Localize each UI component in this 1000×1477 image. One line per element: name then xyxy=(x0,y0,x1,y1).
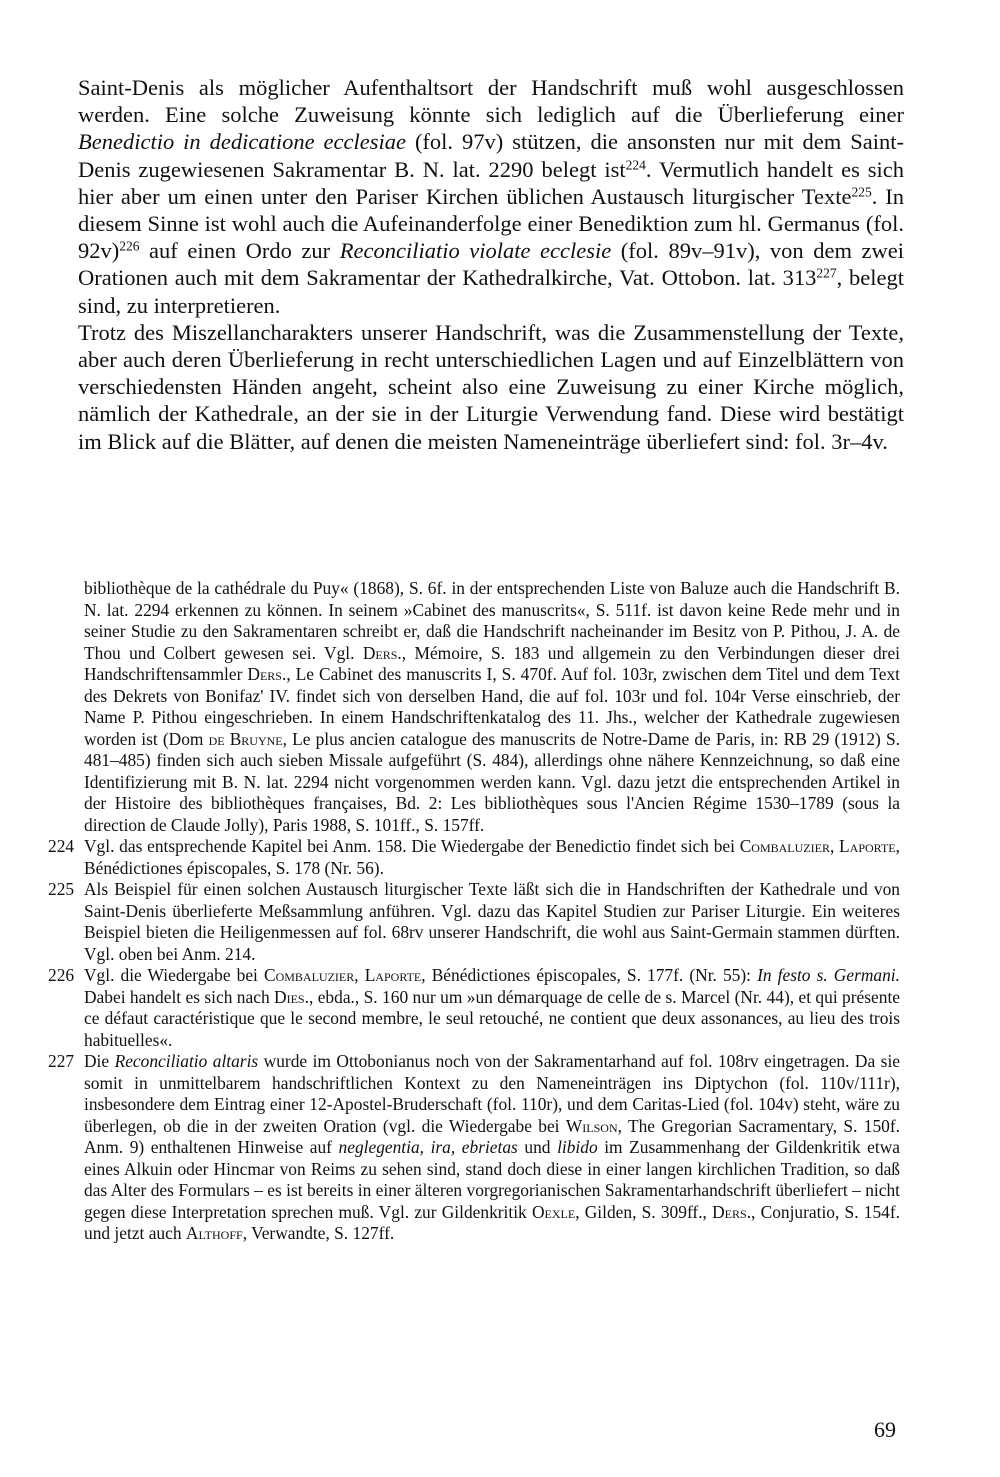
paragraph-2: Trotz des Miszellancharakters unserer Handschrift, was die Zusammenstellung der Texte, aber auch deren Überlieferung in recht unterschiedlichen Lagen und auf Einzelblättern von verschiedensten Händen angeht, scheint also eine Zuweisung zu einer Kirche möglich, nämlich der Kathedrale, an der sie in der Liturgie Verwendung fand. Diese wird bestätigt im Blick auf die Blätter, auf denen die meisten Nameneinträge überliefert sind: fol. 3r–4v. xyxy=(78,319,904,454)
footnote-continuation: bibliothèque de la cathédrale du Puy« (1868), S. 6f. in der entsprechenden Liste von Baluze auch die Handschrift B. N. lat. 2294 erkennen zu können. In seinem »Cabinet des manuscrits«, S. 511f. ist davon keine Rede mehr und in seiner Studie zu den Sakramentaren schreibt er, daß die Handschrift nacheinander im Besitz von P. Pithou, J. A. de Thou und Colbert gewesen sei. Vgl. Ders., Mémoire, S. 183 und allgemein zu den Verbindungen dieser drei Handschriftensammler Ders., Le Cabinet des manuscrits I, S. 470f. Auf fol. 103r, zwischen dem Titel und dem Text des Dekrets von Bonifaz' IV. findet sich von derselben Hand, die auf fol. 103r und fol. 104r Verse einschrieb, der Name P. Pithou eingeschrieben. In einem Handschriftenkatalog des 11. Jhs., welcher der Kathedrale zugewiesen worden ist (Dom de Bruyne, Le plus ancien catalogue des manuscrits de Notre-Dame de Paris, in: RB 29 (1912) S. 481–485) finden sich auch sieben Missale aufgeführt (S. 484), allerdings ohne nähere Kennzeichnung, so daß eine Identifizierung mit B. N. lat. 2294 nicht vorgenommen werden kann. Vgl. dazu jetzt die entsprechenden Artikel in der Histoire des bibliothèques françaises, Bd. 2: Les bibliothèques sous l'Ancien Régime 1530–1789 (sous la direction de Claude Jolly), Paris 1988, S. 101ff., S. 157ff. xyxy=(84,578,901,835)
footnote-number: 227 xyxy=(48,1051,75,1071)
footnotes xyxy=(48,578,900,1245)
footnote-226: 226 Vgl. die Wiedergabe bei Combaluzier, Laporte, Bénédictiones épiscopales, S. 177f. (Nr. 55): In festo s. Germani. Dabei handelt es sich nach Dies., ebda., S. 160 nur um »un démarquage de celle de s. Marcel (Nr. 44), et qui présente ce défaut caractéristique que le second membre, le seul retouché, ne contient que deux assonances, au lieu des trois habituelles«. xyxy=(48,965,900,1050)
footnote-ref-224[interactable]: 224 xyxy=(625,157,646,173)
footnote-number: 225 xyxy=(48,879,75,899)
footnote-227: 227 Die Reconciliatio altaris wurde im Ottobonianus noch von der Sakramentarhand auf fol. 108rv eingetragen. Da sie somit in unmittelbarem handschriftlichen Kontext zu den Nameneinträgen ins Diptychon (fol. 110v/111r), insbesondere dem Eintrag einer 12-Apostel-Bruderschaft (fol. 110r), und dem Caritas-Lied (fol. 104v) steht, wäre zu überlegen, ob die in der zweiten Oration (vgl. die Wiedergabe bei Wilson, The Gregorian Sacramentary, S. 150f. Anm. 9) enthaltenen Hinweise auf neglegentia, ira, ebrietas und libido im Zusammenhang der Gildenkritik etwa eines Alkuin oder Hincmar von Reims zu sehen sind, stand doch diese in einer langen kirchlichen Tradition, so daß das Alter des Formulars – es ist bereits in einer älteren vorgregorianischen Sakramentarhandschrift überliefert – nicht gegen diese Interpretation sprechen muß. Vgl. zur Gildenkritik Oexle, Gilden, S. 309ff., Ders., Conjuratio, S. 154f. und jetzt auch Althoff, Verwandte, S. 127ff. xyxy=(48,1051,901,1243)
page-number: 69 xyxy=(874,1417,896,1442)
paragraph-1: Saint-Denis als möglicher Aufenthaltsort der Handschrift muß wohl ausgeschlossen werden. Eine solche Zuweisung könnte sich lediglich auf die Überlieferung einer Benedictio in dedicatione ecclesiae (fol. 97v) stützen, die ansonsten nur mit dem Saint-Denis zugewiesenen Sakramentar B. N. lat. 2290 belegt ist$^{224}$. Vermutlich handelt es sich hier aber um einen unter den Pariser Kirchen üblichen Austausch liturgischer Texte$^{225}$. In diesem Sinne ist wohl auch die Aufeinanderfolge einer Benediktion zum hl. Germanus (fol. 92v)$^{226}$ auf einen Ordo zur Reconciliatio violate ecclesie (fol. 89v–91v), von dem zwei Orationen auch mit dem Sakramentar der Kathedralkirche, Vat. Ottobon. lat. $313^{227}$, belegt sind, zu interpretieren. xyxy=(78,75,905,318)
footnote-ref-227[interactable]: 227 xyxy=(816,266,837,281)
footnote-ref-225[interactable]: 225 xyxy=(851,184,872,200)
main-text xyxy=(78,74,904,455)
footnote-225: 225 Als Beispiel für einen solchen Austausch liturgischer Texte läßt sich die in Handschriften der Kathedrale und von Saint-Denis überlieferte Meßsammlung anführen. Vgl. dazu das Kapitel Studien zur Pariser Liturgie. Ein weiteres Beispiel bieten die Heiligenmessen auf fol. 68rv unserer Handschrift, die wohl aus Saint-Germain stammen dürften. Vgl. oben bei Anm. 214. xyxy=(48,879,900,964)
footnote-number: 224 xyxy=(48,836,75,856)
footnote-224: 224 Vgl. das entsprechende Kapitel bei Anm. 158. Die Wiedergabe der Benedictio findet sich bei Combaluzier, Laporte, Bénédictiones épiscopales, S. 178 (Nr. 56). xyxy=(48,836,900,878)
footnote-number: 226 xyxy=(48,965,75,985)
footnote-ref-226[interactable]: 226 xyxy=(119,238,140,254)
